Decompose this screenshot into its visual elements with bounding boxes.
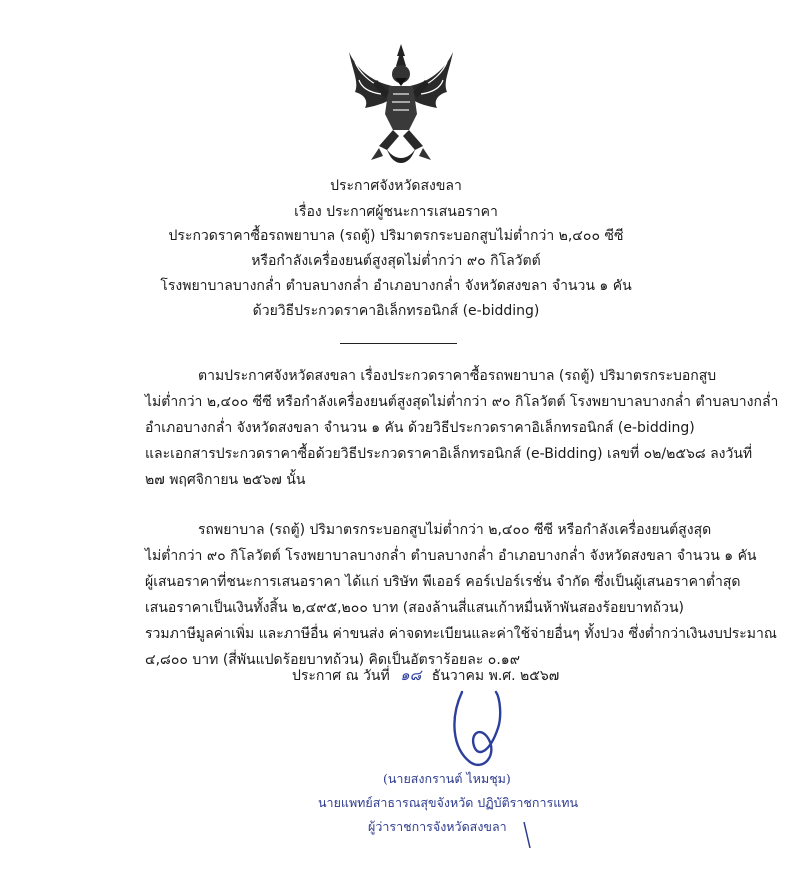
p1-line-3: อำเภอบางกล่ำ จังหวัดสงขลา จำนวน ๑ คัน ด้วยวิธีประกวดราคาอิเล็กทรอนิกส์ (e-bidding) [145,420,695,436]
p2-line-4: เสนอราคาเป็นเงินทั้งสิ้น ๒,๔๙๕,๒๐๐ บาท (สองล้านสี่แสนเก้าหมื่นห้าพันสองร้อยบาทถ้วน) [145,600,684,616]
signatory-position: นายแพทย์สาธารณสุขจังหวัด ปฏิบัติราชการแทน [318,795,579,810]
header-line-1: ประกาศจังหวัดสงขลา [330,178,462,194]
date-suffix: ธันวาคม พ.ศ. ๒๕๖๗ [431,668,560,684]
p1-line-1: ตามประกาศจังหวัดสงขลา เรื่องประกวดราคาซื้อรถพยาบาล (รถตู้) ปริมาตรกระบอกสูบ [198,368,717,384]
p2-line-3: ผู้เสนอราคาที่ชนะการเสนอราคา ได้แก่ บริษัท พีเออร์ คอร์เปอร์เรชั่น จำกัด ซึ่งเป็นผู้เสนอราคาต่ำสุด [145,574,741,590]
p2-line-6: ๔,๘๐๐ บาท (สี่พันแปดร้อยบาทถ้วน) คิดเป็นอัตราร้อยละ ๐.๑๙ [145,652,520,668]
p1-line-5: ๒๗ พฤศจิกายน ๒๕๖๗ นั้น [145,472,306,488]
header-line-5: โรงพยาบาลบางกล่ำ ตำบลบางกล่ำ อำเภอบางกล่ำ จังหวัดสงขลา จำนวน ๑ คัน [160,278,632,294]
announcement-date [292,665,559,687]
p1-line-2: ไม่ต่ำกว่า ๒,๔๐๐ ซีซี หรือกำลังเครื่องยนต์สูงสุดไม่ต่ำกว่า ๙๐ กิโลวัตต์ โรงพยาบาลบางกล่ำ ตำบลบางกล่ำ [145,394,779,410]
p2-line-2: ไม่ต่ำกว่า ๙๐ กิโลวัตต์ โรงพยาบาลบางกล่ำ ตำบลบางกล่ำ อำเภอบางกล่ำ จังหวัดสงขลา จำนวน ๑ คัน [145,548,757,564]
p1-line-4: และเอกสารประกวดราคาซื้อด้วยวิธีประกวดราคาอิเล็กทรอนิกส์ (e-Bidding) เลขที่ ๐๒/๒๕๖๘ ลงวันที่ [145,446,753,462]
date-prefix: ประกาศ ณ วันที่ [292,668,390,684]
stamp-tick-icon [520,820,534,850]
header-line-2: เรื่อง ประกาศผู้ชนะการเสนอราคา [294,204,498,220]
p2-line-5: รวมภาษีมูลค่าเพิ่ม และภาษีอื่น ค่าขนส่ง ค่าจดทะเบียนและค่าใช้จ่ายอื่นๆ ทั้งปวง ซึ่งต่ำกว่าเงินงบประมาณ [145,626,777,642]
title-divider [340,343,457,344]
p2-line-1: รถพยาบาล (รถตู้) ปริมาตรกระบอกสูบไม่ต่ำกว่า ๒,๔๐๐ ซีซี หรือกำลังเครื่องยนต์สูงสุด [198,522,712,538]
header-line-3: ประกวดราคาซื้อรถพยาบาล (รถตู้) ปริมาตรกระบอกสูบไม่ต่ำกว่า ๒,๔๐๐ ซีซี [168,228,624,244]
signatory-name: (นายสงกรานต์ ไหมชุม) [383,771,511,786]
date-day: ๑๘ [400,666,422,684]
handwritten-signature [440,688,510,770]
garuda-emblem-icon [343,42,459,170]
signatory-office: ผู้ว่าราชการจังหวัดสงขลา [368,819,507,834]
header-line-4: หรือกำลังเครื่องยนต์สูงสุดไม่ต่ำกว่า ๙๐ กิโลวัตต์ [251,253,541,269]
header-line-6: ด้วยวิธีประกวดราคาอิเล็กทรอนิกส์ (e-bidding) [252,303,540,319]
